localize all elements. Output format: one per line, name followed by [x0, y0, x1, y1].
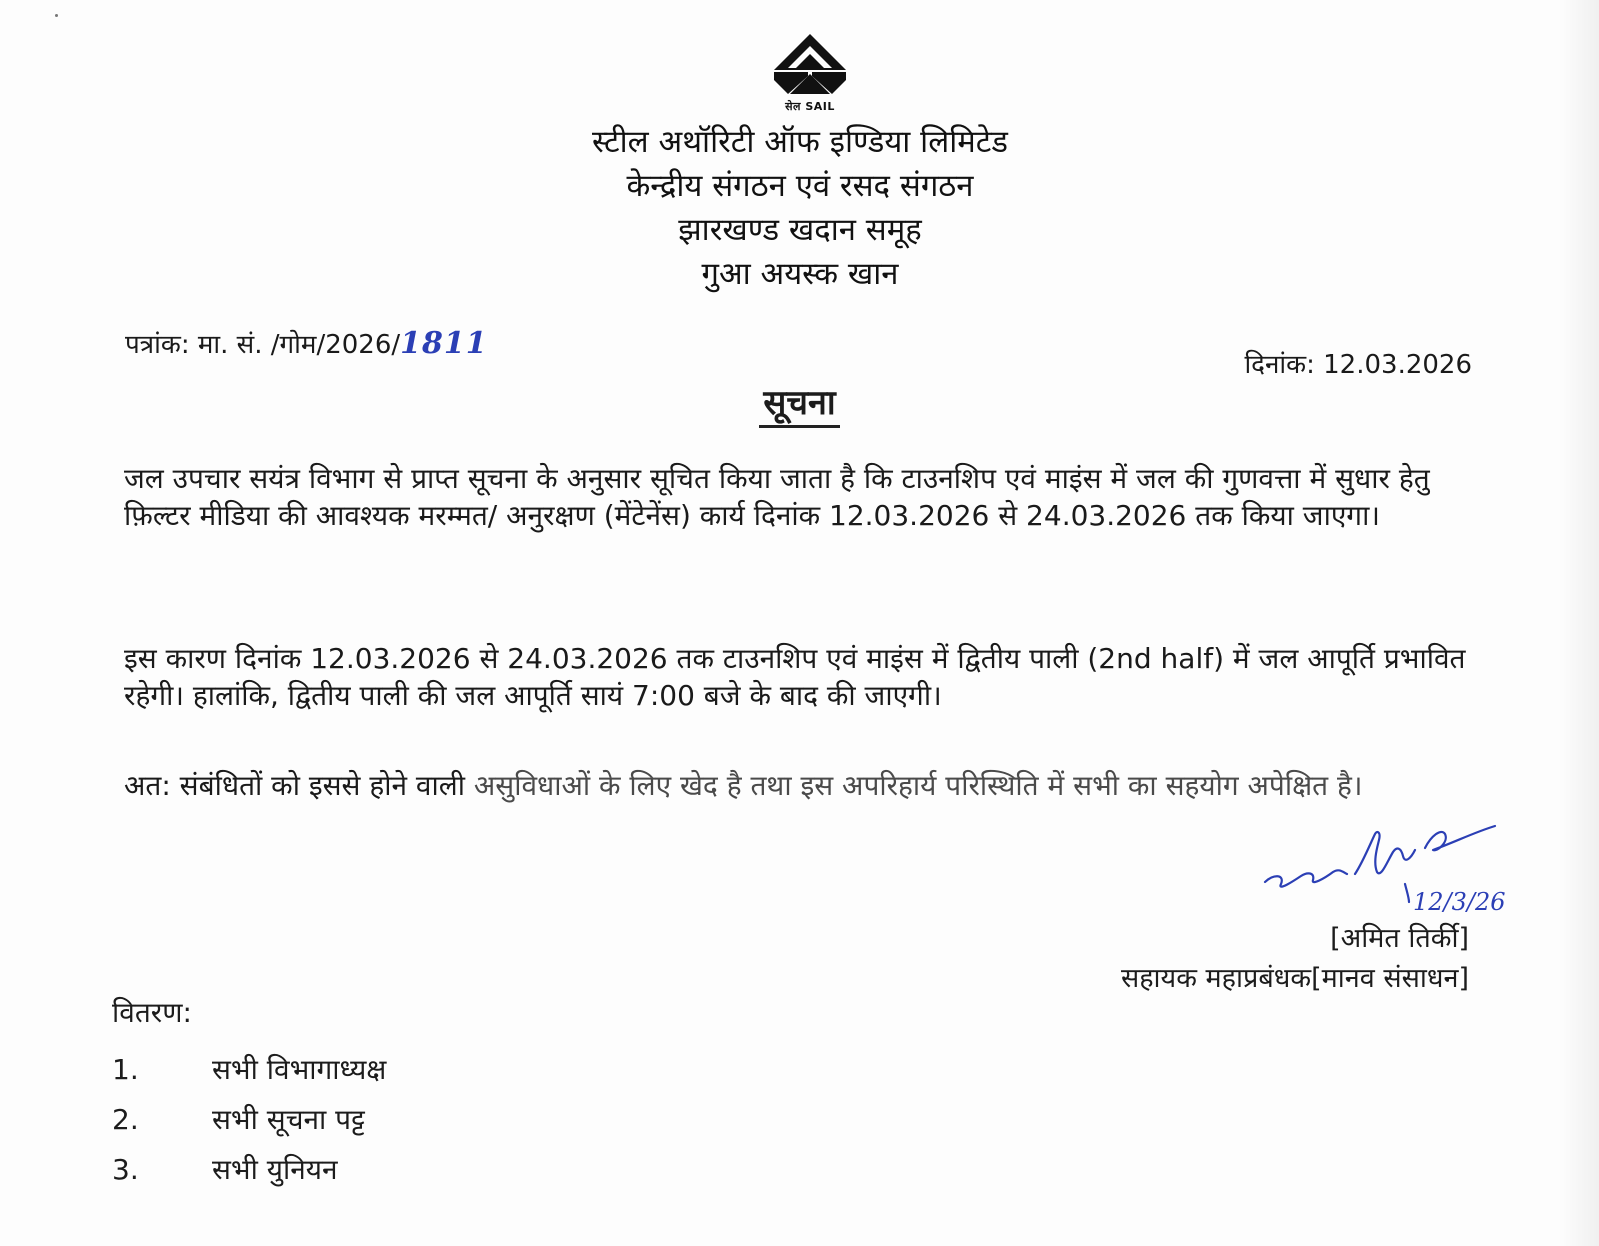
sail-diamond-logo-icon — [772, 32, 848, 98]
notice-title-text: सूचना — [759, 383, 839, 428]
logo-text: सेल SAIL — [785, 100, 835, 113]
list-item-number: 3. — [112, 1153, 139, 1186]
document-date: दिनांक: 12.03.2026 — [1244, 350, 1472, 380]
org-name: स्टील अथॉरिटी ऑफ इण्डिया लिमिटेड — [591, 124, 1009, 160]
reference-prefix: पत्रांक: मा. सं. /गोम/2026/ — [125, 330, 401, 360]
handwritten-reference-number: 1811 — [400, 326, 488, 361]
paragraph-2: इस कारण दिनांक 12.03.2026 से 24.03.2026 तक टाउनशिप एवं माइंस में द्वितीय पाली (2nd half) में जल आपूर्ति प्रभावित रहेगी। हालांकि, द्वितीय पाली की जल आपूर्ति सायं 7:00 बजे के बाद की जाएगी। — [124, 642, 1466, 712]
list-item — [112, 1145, 386, 1195]
org-division: केन्द्रीय संगठन एवं रसद संगठन — [626, 168, 974, 204]
list-item-number: 2. — [112, 1103, 139, 1136]
paragraph-3-rest: असुविधाओं के लिए खेद है तथा इस अपरिहार्य परिस्थिति में सभी का सहयोग अपेक्षित है। — [473, 769, 1363, 802]
org-unit: गुआ अयस्क खान — [701, 256, 899, 292]
handwritten-signature — [1255, 822, 1555, 922]
scan-speck — [55, 14, 58, 17]
reference-number — [125, 325, 488, 361]
handwritten-signature-date: 12/3/26 — [1413, 888, 1506, 916]
signatory-name: [अमित तिर्की] — [1330, 923, 1469, 954]
org-group: झारखण्ड खदान समूह — [678, 212, 922, 248]
list-item-label: सभी विभागाध्यक्ष — [212, 1053, 387, 1086]
scan-edge-shadow — [1559, 0, 1599, 1246]
paragraph-1: जल उपचार सयंत्र विभाग से प्राप्त सूचना के अनुसार सूचित किया जाता है कि टाउनशिप एवं माइंस में जल की गुणवत्ता में सुधार हेतु फ़िल्टर मीडिया की आवश्यक मरम्मत/ अनुरक्षण (मेंटेनेंस) कार्य दिनांक 12.03.2026 से 24.03.2026 तक किया जाएगा। — [124, 462, 1430, 532]
letterhead — [450, 120, 1150, 296]
list-item — [112, 1045, 386, 1095]
paragraph-3-start: अत: संबंधितों को इससे होने वाली — [124, 769, 474, 802]
list-item — [112, 1095, 386, 1145]
distribution-list — [112, 1045, 386, 1195]
paragraph-3 — [124, 767, 1484, 804]
signatory-designation: सहायक महाप्रबंधक[मानव संसाधन] — [1120, 963, 1469, 994]
list-item-number: 1. — [112, 1053, 139, 1086]
list-item-label: सभी सूचना पट्ट — [212, 1103, 365, 1136]
distribution-title: वितरण: — [112, 996, 192, 1029]
notice-title — [0, 378, 1599, 424]
list-item-label: सभी युनियन — [212, 1153, 338, 1186]
company-logo — [770, 32, 850, 122]
